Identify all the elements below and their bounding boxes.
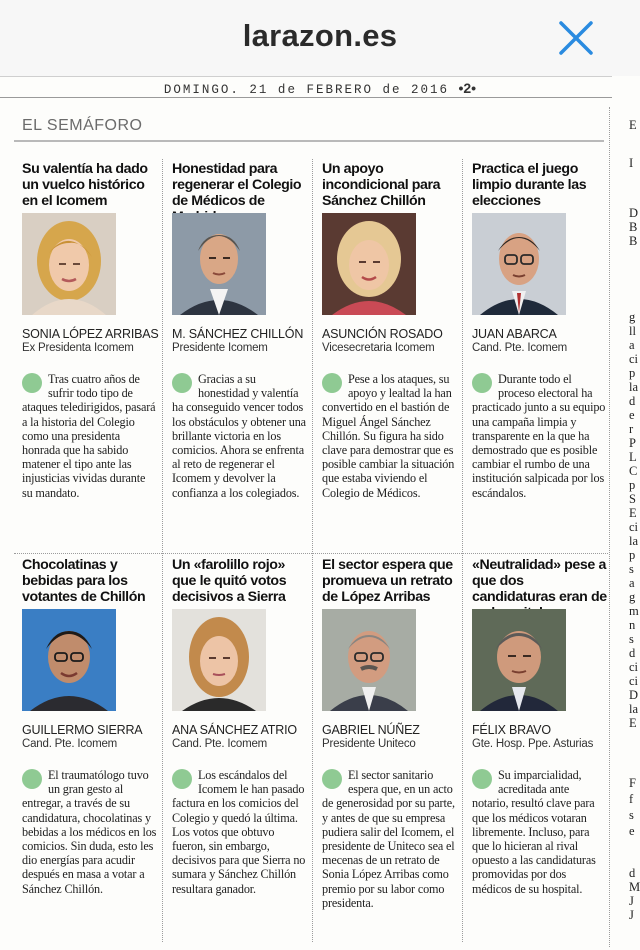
person-name: ASUNCIÓN ROSADO <box>322 327 443 341</box>
card-headline: Practica el juego limpio durante las elecciones <box>472 161 587 209</box>
clipped-text-fragment: m <box>629 604 639 618</box>
portrait-photo <box>472 609 566 711</box>
green-dot-icon <box>22 769 42 789</box>
clipped-text-fragment: d <box>629 646 636 660</box>
page-number: •2• <box>458 80 477 96</box>
clipped-text-fragment: E <box>629 506 637 520</box>
clipped-text-fragment: a <box>629 338 635 352</box>
column-separator <box>462 159 463 942</box>
clipped-text-fragment: la <box>629 534 639 548</box>
card-sonia-lopez-arribas <box>22 161 158 500</box>
green-dot-icon <box>472 373 492 393</box>
clipped-text-fragment: J <box>629 894 634 908</box>
clipped-text-fragment: s <box>629 632 634 646</box>
card-asuncion-rosado <box>322 161 458 500</box>
card-body: El traumatólogo tuvo un gran gesto al entregar, a través de su candidatura, chocolatinas y bebidas a los médicos en los comicios. Sin duda, esto les dio energías para acudir después en masa a votar a Sánchez Chillón. <box>22 768 157 896</box>
clipped-text-fragment: s <box>629 808 634 822</box>
clipped-text-fragment: s <box>629 562 634 576</box>
person-name: GUILLERMO SIERRA <box>22 723 143 737</box>
clipped-text-fragment: p <box>629 366 636 380</box>
card-gabriel-nunez <box>322 557 458 910</box>
portrait-photo <box>22 213 116 315</box>
clipped-text-fragment: n <box>629 618 636 632</box>
row-separator <box>14 553 608 554</box>
section-rule <box>14 140 604 142</box>
clipped-text-fragment: ci <box>629 352 639 366</box>
portrait-photo <box>322 213 416 315</box>
clipped-text-fragment: a <box>629 576 635 590</box>
card-text <box>472 372 608 500</box>
card-sanchez-chillon <box>172 161 308 500</box>
card-text <box>172 768 308 896</box>
clipped-text-fragment: g <box>629 310 636 324</box>
clipped-text-fragment: M <box>629 880 640 894</box>
green-dot-icon <box>322 373 342 393</box>
person-role: Cand. Pte. Icomem <box>472 342 568 354</box>
clipped-text-fragment: e <box>629 408 635 422</box>
clipped-next-column <box>612 76 640 950</box>
card-body: Su imparcialidad, acreditada ante notario, resultó clave para que los médicos votaran libremente. Incluso, para que lo hicieran al rival opuesto a las candidaturas promovidas por dos médicos de su hospital. <box>472 768 596 896</box>
dateline-text: DOMINGO. 21 de FEBRERO de 2016 <box>163 83 449 97</box>
person-role: Presidente Icomem <box>172 342 268 354</box>
green-dot-icon <box>322 769 342 789</box>
card-guillermo-sierra <box>22 557 158 896</box>
green-dot-icon <box>172 769 192 789</box>
portrait-photo <box>22 609 116 711</box>
green-dot-icon <box>22 373 42 393</box>
card-body: Durante todo el proceso electoral ha practicado junto a su equipo una campaña limpia y transparente en la que ha demostrado que es posible cambiar el rumbo de una institución salpicada por los escándalos. <box>472 372 606 500</box>
card-headline: Un apoyo incondicional para Sánchez Chillón <box>322 161 441 209</box>
person-name: SONIA LÓPEZ ARRIBAS <box>22 327 159 341</box>
clipped-text-fragment: P <box>629 436 636 450</box>
person-role: Cand. Pte. Icomem <box>172 738 268 750</box>
card-text <box>172 372 308 500</box>
green-dot-icon <box>172 373 192 393</box>
card-headline: «Neutralidad» pese a que dos candidaturas eran de <box>472 557 607 605</box>
clipped-text-fragment: L <box>629 450 637 464</box>
section-title: EL SEMÁFORO <box>22 117 143 134</box>
clipped-text-fragment: g <box>629 590 636 604</box>
dateline <box>0 80 640 97</box>
card-headline: Honestidad para regenerar el Colegio de Médicos de <box>172 161 302 209</box>
clipped-text-fragment: E <box>629 118 637 132</box>
card-juan-abarca <box>472 161 608 500</box>
clipped-text-fragment: ci <box>629 674 639 688</box>
card-headline: Un «farolillo rojo» que le quitó votos decisivos a Sierra <box>172 557 287 605</box>
person-name: GABRIEL NÚÑEZ <box>322 723 420 737</box>
person-role: Presidente Uniteco <box>322 738 416 750</box>
clipped-text-fragment: d <box>629 394 636 408</box>
clipped-text-fragment: F <box>629 776 636 790</box>
portrait-photo <box>172 213 266 315</box>
portrait-photo <box>322 609 416 711</box>
site-title: larazon.es <box>242 18 398 53</box>
clipped-text-fragment: B <box>629 220 638 234</box>
card-felix-bravo <box>472 557 608 896</box>
clipped-text-fragment: S <box>629 492 636 506</box>
clipped-text-fragment: B <box>629 234 638 248</box>
clipped-text-fragment: D <box>629 688 639 702</box>
clipped-text-fragment: ci <box>629 660 639 674</box>
person-name: M. SÁNCHEZ CHILLÓN <box>172 327 304 341</box>
portrait-photo <box>172 609 266 711</box>
clipped-text-fragment: la <box>629 380 639 394</box>
card-headline: Chocolatinas y bebidas para los votantes de Chillón <box>22 557 146 605</box>
column-separator <box>162 159 163 942</box>
close-icon[interactable] <box>556 18 596 58</box>
card-text <box>472 768 608 896</box>
clipped-text-fragment: la <box>629 702 639 716</box>
person-role: Cand. Pte. Icomem <box>22 738 118 750</box>
card-text <box>22 372 158 500</box>
clipped-text-fragment: E <box>629 716 637 730</box>
card-text <box>22 768 158 896</box>
clipped-text-fragment: e <box>629 824 635 838</box>
person-name: ANA SÁNCHEZ ATRIO <box>172 723 297 737</box>
clipped-text-fragment: ci <box>629 520 639 534</box>
card-body: Los escándalos del Icomem le han pasado factura en los comicios del Colegio y quedó la última. Los votos que obtuvo fueron, sin embargo, decisivos para que Sierra no sumara y Sánchez Chillón resultara ganador. <box>172 768 306 896</box>
card-headline: Su valentía ha dado un vuelco histórico en el Icomem <box>22 161 148 209</box>
person-role: Vicesecretaria Icomem <box>322 342 435 354</box>
clipped-text-fragment: C <box>629 464 638 478</box>
column-separator <box>609 107 610 947</box>
clipped-text-fragment: I <box>629 156 634 170</box>
card-body: El sector sanitario espera que, en un acto de generosidad por su parte, y antes de que su empresa pudiera salir del Icomem, el presidente de Uniteco sea el mecenas de un retrato de Sonia López Arribas como premio por su labor como presidenta. <box>322 768 455 910</box>
card-headline: El sector espera que promueva un retrato de López Arribas <box>322 557 453 605</box>
card-text <box>322 768 458 910</box>
green-dot-icon <box>472 769 492 789</box>
person-name: JUAN ABARCA <box>472 327 557 341</box>
clipped-text-fragment: D <box>629 206 639 220</box>
person-role: Ex Presidenta Icomem <box>22 342 134 354</box>
clipped-text-fragment: d <box>629 866 636 880</box>
column-separator <box>312 159 313 942</box>
clipped-text-fragment: ll <box>629 324 636 338</box>
clipped-text-fragment: f <box>629 792 634 806</box>
card-body: Tras cuatro años de sufrir todo tipo de ataques teledirigidos, pasará a la historia del Colegio como una presidenta honrada que ha sabido matener el tipo ante las injusticias vividas durante su mandato. <box>22 372 156 500</box>
newspaper-page <box>0 76 640 950</box>
card-body: Gracias a su honestidad y valentía ha conseguido vencer todos los obstáculos y obtener una brillante victoria en los comicios. Ahora se enfrenta al reto de regenerar el Icomem y devolver la confianza a los colegiados. <box>172 372 306 500</box>
clipped-text-fragment: p <box>629 548 636 562</box>
card-ana-sanchez-atrio <box>172 557 308 896</box>
person-name: FÉLIX BRAVO <box>472 723 551 737</box>
portrait-photo <box>472 213 566 315</box>
clipped-text-fragment: J <box>629 908 634 922</box>
card-body: Pese a los ataques, su apoyo y lealtad la han convertido en el bastión de Miguel Ángel Sánchez Chillón. Su figura ha sido clave para demostrar que es posible cambiar la situación que estaba viviendo el Colegio de Médicos. <box>322 372 455 500</box>
dateline-rule <box>0 97 640 98</box>
person-role: Gte. Hosp. Ppe. Asturias <box>472 738 594 750</box>
browser-header <box>0 0 640 76</box>
clipped-text-fragment: p <box>629 478 636 492</box>
clipped-text-fragment: r <box>629 422 634 436</box>
card-text <box>322 372 458 500</box>
